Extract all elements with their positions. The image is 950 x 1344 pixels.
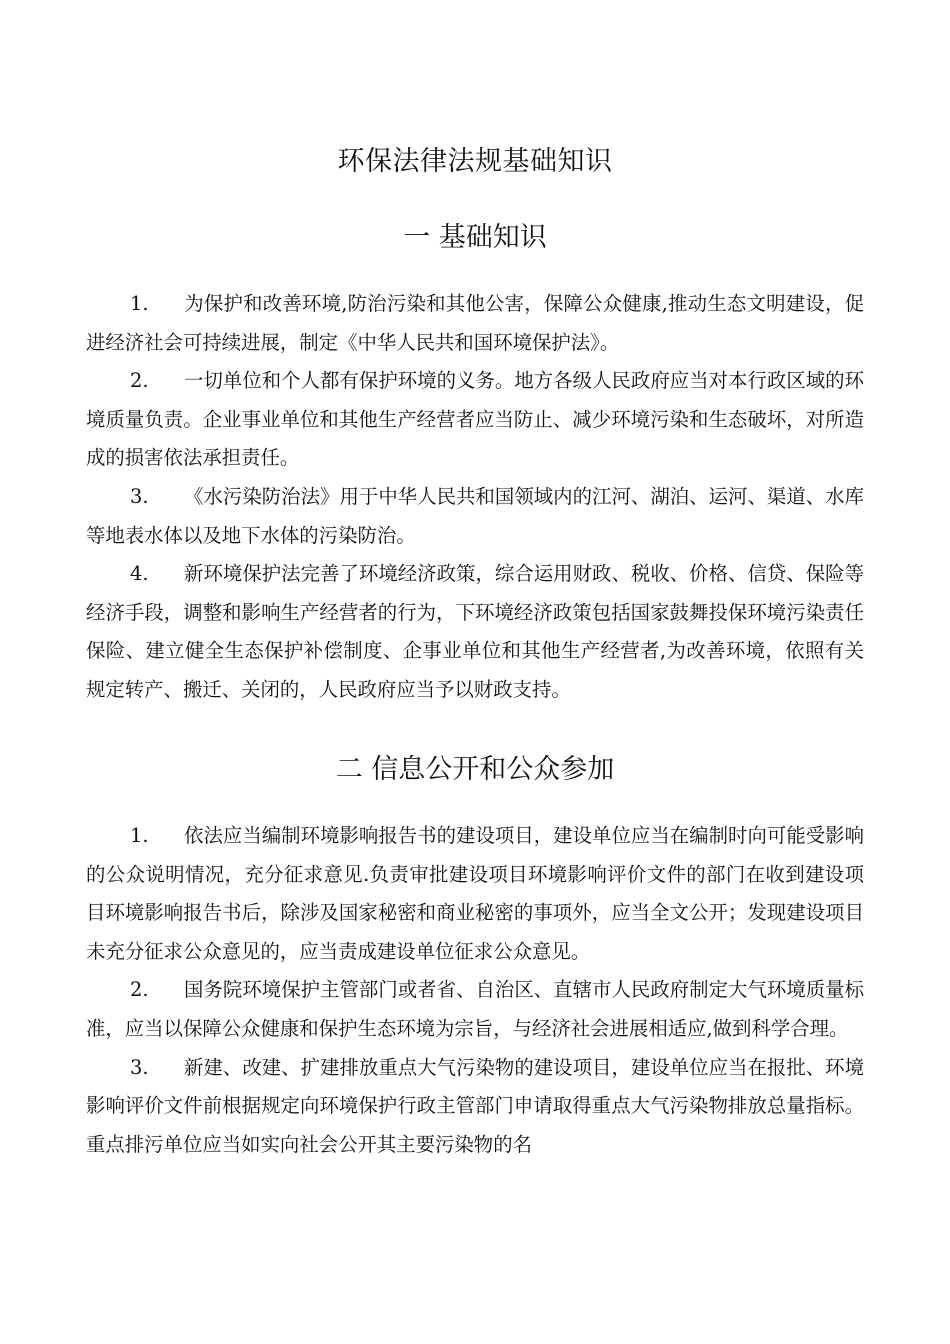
paragraph-item bbox=[86, 478, 864, 555]
item-text: 一切单位和个人都有保护环境的义务。地方各级人民政府应当对本行政区域的环境质量负责。企业事业单位和其他生产经营者应当防止、减少环境污染和生态破坏，对所造成的损害依法承担责任。 bbox=[86, 369, 864, 470]
item-number: 2. bbox=[130, 369, 149, 393]
item-number: 3. bbox=[130, 484, 149, 508]
item-text: 新环境保护法完善了环境经济政策，综合运用财政、税收、价格、信贷、保险等经济手段，调整和影响生产经营者的行为，下环境经济政策包括国家鼓舞投保环境污染责任保险、建立健全生态保护补偿制度、企事业单位和其他生产经营者,为改善环境，依照有关规定转产、搬迁、关闭的，人民政府应当予以财政支持。 bbox=[86, 562, 864, 701]
item-number: 3. bbox=[130, 1055, 149, 1079]
item-text: 国务院环境保护主管部门或者省、自治区、直辖市人民政府制定大气环境质量标准，应当以保障公众健康和保护生态环境为宗旨，与经济社会进展相适应,做到科学合理。 bbox=[86, 978, 864, 1040]
document-title: 环保法律法规基础知识 bbox=[337, 146, 613, 177]
paragraph-item bbox=[86, 817, 864, 971]
section-body-basic-knowledge bbox=[86, 285, 864, 710]
item-text: 依法应当编制环境影响报告书的建设项目，建设单位应当在编制时向可能受影响的公众说明情况，充分征求意见.负责审批建设项目环境影响评价文件的部门在收到建设项目环境影响报告书后，除涉及国家秘密和商业秘密的事项外，应当全文公开；发现建设项目未充分征求公众意见的，应当责成建设单位征求公众意见。 bbox=[86, 824, 864, 963]
paragraph-item bbox=[86, 1049, 864, 1165]
item-number: 1. bbox=[130, 292, 149, 315]
section-heading-information-disclosure: 二 信息公开和公众参加 bbox=[335, 754, 615, 785]
item-number: 4. bbox=[130, 562, 149, 586]
item-text: 新建、改建、扩建排放重点大气污染物的建设项目，建设单位应当在报批、环境影响评价文件前根据规定向环境保护行政主管部门申请取得重点大气污染物排放总量指标。重点排污单位应当如实向社会公开其主要污染物的名 bbox=[86, 1055, 864, 1156]
paragraph-item bbox=[86, 362, 864, 478]
item-number: 2. bbox=[130, 978, 149, 1002]
paragraph-item bbox=[86, 971, 864, 1048]
item-text: 《水污染防治法》用于中华人民共和国领域内的江河、湖泊、运河、渠道、水库等地表水体以及地下水体的污染防治。 bbox=[86, 484, 864, 547]
section-body-information-disclosure bbox=[86, 817, 864, 1164]
item-number: 1. bbox=[130, 824, 149, 847]
paragraph-item bbox=[86, 285, 864, 362]
section-heading-basic-knowledge: 一 基础知识 bbox=[403, 222, 547, 253]
paragraph-item bbox=[86, 555, 864, 709]
item-text: 为保护和改善环境,防治污染和其他公害，保障公众健康,推动生态文明建设，促进经济社会可持续进展，制定《中华人民共和国环境保护法》。 bbox=[86, 292, 864, 354]
